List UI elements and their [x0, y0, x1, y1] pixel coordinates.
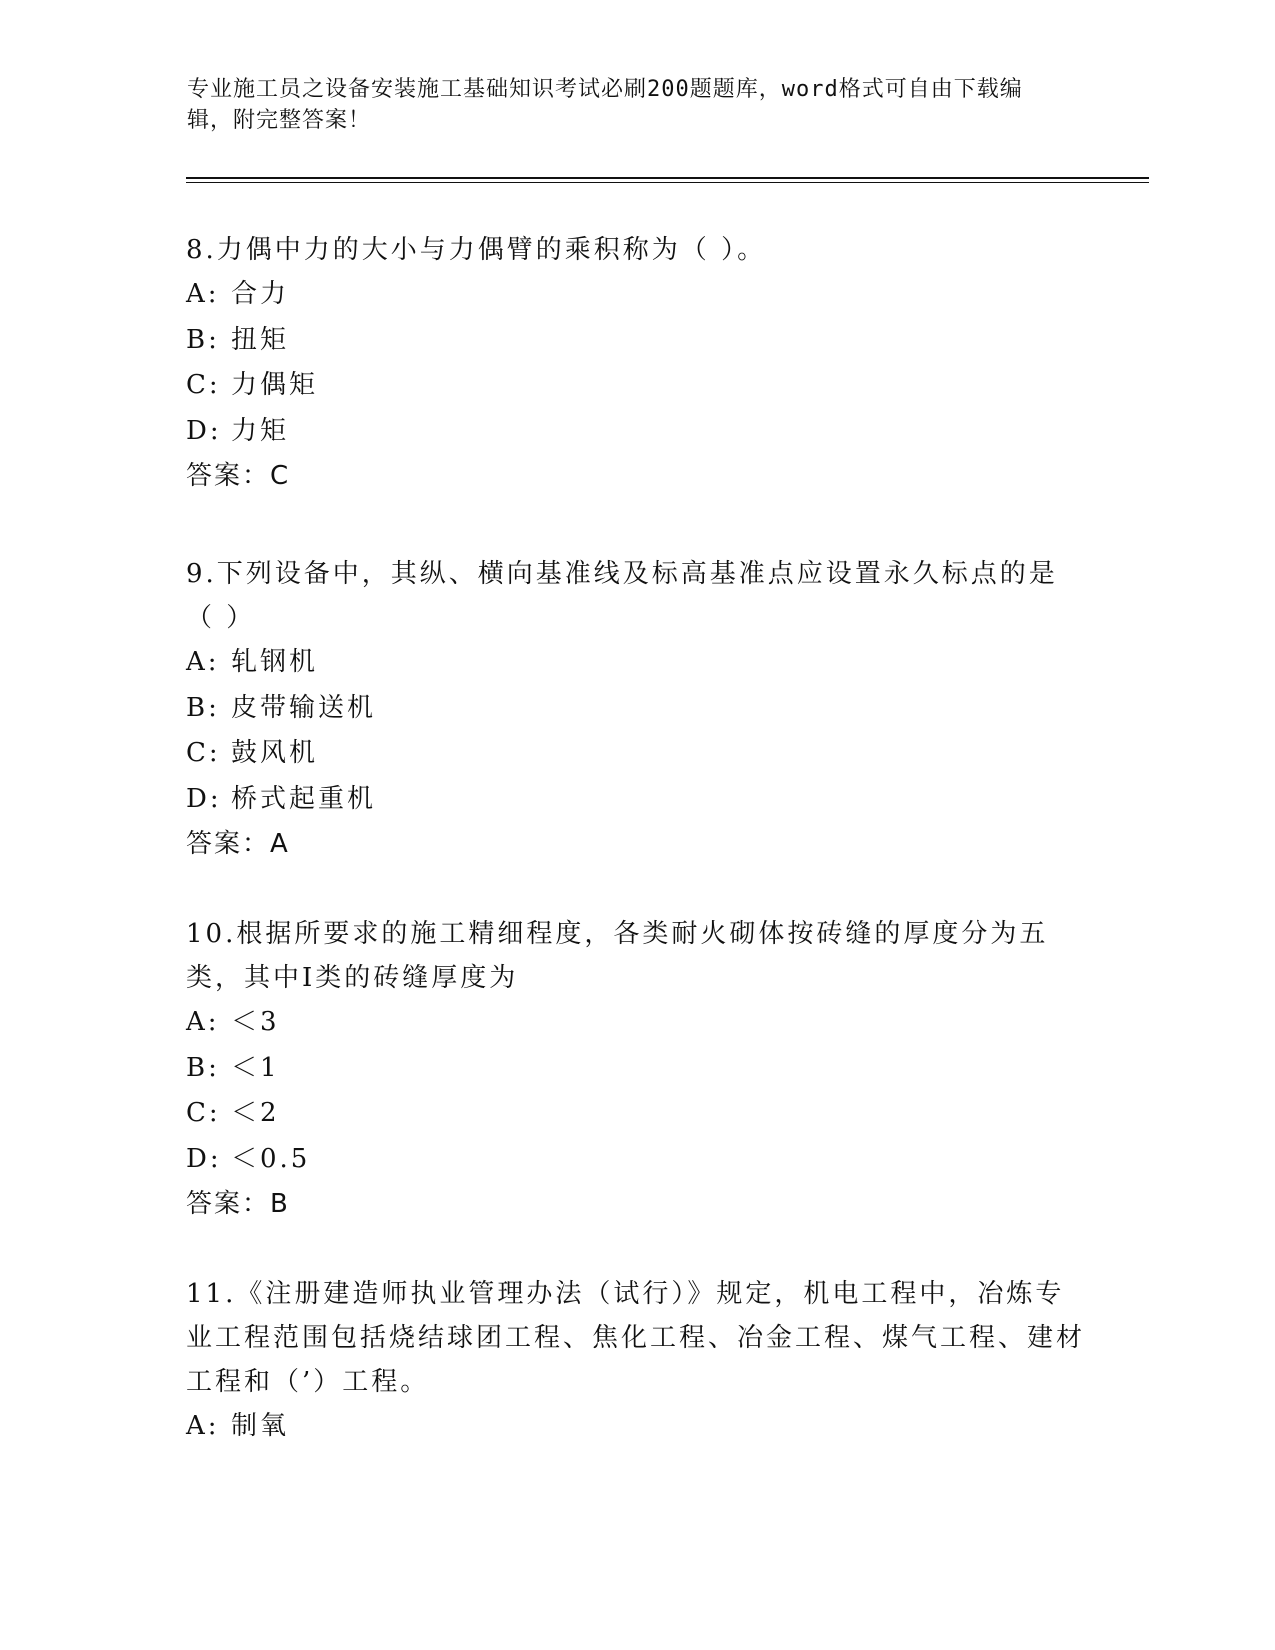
answer-value: A — [270, 829, 290, 859]
question-9 — [186, 552, 1086, 867]
option-a — [186, 1000, 1086, 1046]
option-letter: B: — [186, 1052, 220, 1083]
option-a — [186, 272, 1086, 318]
question-11 — [186, 1272, 1086, 1450]
option-letter: A: — [186, 647, 220, 677]
option-text: ＜0.5 — [231, 1143, 311, 1174]
question-stem: 8.力偶中力的大小与力偶臂的乘积称为（ ）。 — [186, 235, 767, 265]
option-text: 力矩 — [231, 415, 290, 446]
document-header: 专业施工员之设备安装施工基础知识考试必刷200题题库，word格式可自由下载编辑，附完整答案！ — [187, 77, 1023, 133]
question-10 — [186, 912, 1086, 1227]
option-text: 制氧 — [231, 1411, 290, 1441]
answer-line — [186, 822, 1086, 867]
option-text: 合力 — [231, 279, 290, 309]
option-letter: A: — [186, 1007, 220, 1037]
option-letter: A: — [186, 1411, 220, 1441]
answer-line — [186, 1182, 1086, 1227]
answer-label: 答案： — [186, 461, 271, 491]
option-text: 桥式起重机 — [231, 783, 377, 814]
option-text: 皮带输送机 — [231, 692, 377, 723]
option-letter: D: — [186, 415, 222, 446]
header-divider-thick — [186, 177, 1149, 179]
answer-line — [186, 454, 1086, 499]
option-a — [186, 1404, 1086, 1450]
option-d — [186, 1137, 1086, 1183]
option-d — [186, 777, 1086, 823]
option-letter: C: — [186, 738, 221, 768]
option-c — [186, 363, 1086, 409]
option-text: ＜3 — [231, 1007, 280, 1037]
option-text: ＜2 — [231, 1098, 280, 1128]
option-letter: C: — [186, 370, 221, 400]
answer-value: C — [270, 461, 291, 491]
header-divider-thin — [186, 182, 1149, 183]
option-letter: D: — [186, 783, 222, 814]
question-stem: 9.下列设备中，其纵、横向基准线及标高基准点应设置永久标点的是（ ） — [186, 559, 1058, 633]
question-stem: 11.《注册建造师执业管理办法（试行）》规定，机电工程中，冶炼专业工程范围包括烧结球团工程、焦化工程、冶金工程、煤气工程、建材工程和（’）工程。 — [186, 1279, 1086, 1397]
option-letter: B: — [186, 692, 220, 723]
option-letter: D: — [186, 1143, 222, 1174]
option-text: 扭矩 — [231, 324, 290, 355]
option-text: 轧钢机 — [231, 647, 319, 677]
option-b — [186, 1046, 1086, 1092]
option-letter: B: — [186, 324, 220, 355]
option-letter: C: — [186, 1098, 221, 1128]
answer-label: 答案： — [186, 829, 271, 859]
option-b — [186, 318, 1086, 364]
option-d — [186, 409, 1086, 455]
question-8 — [186, 228, 1086, 499]
option-text: ＜1 — [231, 1052, 280, 1083]
option-letter: A: — [186, 279, 220, 309]
answer-value: B — [270, 1189, 290, 1219]
answer-label: 答案： — [186, 1189, 271, 1219]
option-a — [186, 640, 1086, 686]
question-stem: 10.根据所要求的施工精细程度，各类耐火砌体按砖缝的厚度分为五类，其中Ⅰ类的砖缝厚度为 — [186, 919, 1049, 993]
option-text: 鼓风机 — [231, 738, 319, 768]
option-c — [186, 731, 1086, 777]
option-c — [186, 1091, 1086, 1137]
option-text: 力偶矩 — [231, 370, 319, 400]
option-b — [186, 686, 1086, 732]
